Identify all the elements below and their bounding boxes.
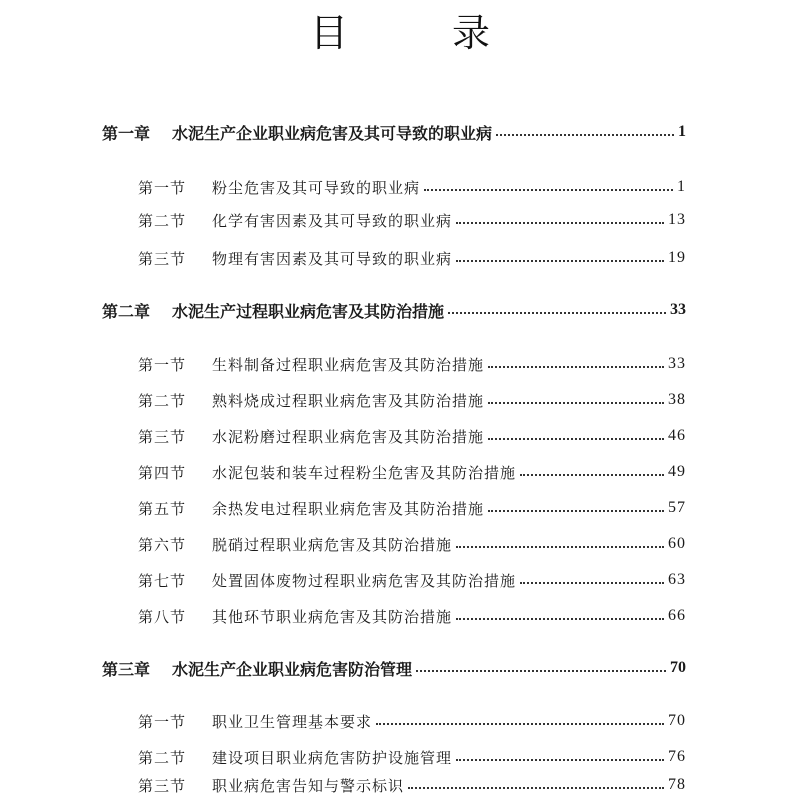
- section-number: 第六节: [138, 535, 187, 554]
- section-number: 第七节: [138, 571, 187, 590]
- dot-leader: [488, 508, 664, 512]
- section-title: 水泥包装和装车过程粉尘危害及其防治措施: [212, 463, 517, 482]
- toc-section-entry: [0, 246, 800, 270]
- page-number: 13: [668, 211, 686, 228]
- section-number: 第三节: [138, 249, 187, 268]
- page-number: 60: [668, 535, 686, 552]
- dot-leader: [416, 668, 666, 672]
- toc-section-entry: [0, 424, 800, 448]
- section-number: 第一节: [138, 178, 187, 197]
- page-number: 1: [677, 178, 686, 195]
- section-title: 处置固体废物过程职业病危害及其防治措施: [212, 571, 517, 590]
- page-number: 38: [668, 391, 686, 408]
- toc-section-entry: [0, 352, 800, 376]
- section-title: 建设项目职业病危害防护设施管理: [212, 748, 453, 767]
- page-number: 57: [668, 499, 686, 516]
- section-title: 职业病危害告知与警示标识: [212, 776, 405, 795]
- toc-section-entry: [0, 745, 800, 769]
- toc-section-entry: [0, 208, 800, 232]
- section-number: 第一节: [138, 355, 187, 374]
- page-number: 70: [670, 659, 686, 676]
- dot-leader: [488, 400, 664, 404]
- dot-leader: [448, 310, 666, 314]
- section-number: 第三节: [138, 776, 187, 795]
- toc-section-entry: [0, 709, 800, 733]
- page-title: 目 录: [309, 11, 537, 55]
- toc-section-entry: [0, 568, 800, 592]
- chapter-number: 第二章: [102, 301, 151, 321]
- section-number: 第二节: [138, 211, 187, 230]
- toc-chapter-entry: [0, 120, 800, 144]
- toc-section-entry: [0, 496, 800, 520]
- toc-section-entry: [0, 175, 800, 199]
- section-number: 第八节: [138, 607, 187, 626]
- section-title: 熟料烧成过程职业病危害及其防治措施: [212, 391, 485, 410]
- section-title: 其他环节职业病危害及其防治措施: [212, 607, 453, 626]
- dot-leader: [456, 544, 664, 548]
- section-number: 第一节: [138, 712, 187, 731]
- dot-leader: [456, 220, 664, 224]
- page-number: 19: [668, 249, 686, 266]
- chapter-title: 水泥生产企业职业病危害防治管理: [172, 659, 413, 679]
- toc-section-entry: [0, 388, 800, 412]
- dot-leader: [488, 436, 664, 440]
- toc-chapter-entry: [0, 656, 800, 680]
- page-number: 33: [668, 355, 686, 372]
- dot-leader: [456, 616, 664, 620]
- page-number: 76: [668, 748, 686, 765]
- section-number: 第三节: [138, 427, 187, 446]
- page-number: 66: [668, 607, 686, 624]
- section-title: 生料制备过程职业病危害及其防治措施: [212, 355, 485, 374]
- section-number: 第四节: [138, 463, 187, 482]
- toc-section-entry: [0, 460, 800, 484]
- section-title: 水泥粉磨过程职业病危害及其防治措施: [212, 427, 485, 446]
- dot-leader: [456, 258, 664, 262]
- chapter-number: 第一章: [102, 123, 151, 143]
- section-number: 第二节: [138, 391, 187, 410]
- section-title: 脱硝过程职业病危害及其防治措施: [212, 535, 453, 554]
- dot-leader: [408, 785, 664, 789]
- toc-section-entry: [0, 532, 800, 556]
- page-number: 1: [678, 123, 686, 140]
- section-number: 第二节: [138, 748, 187, 767]
- section-title: 余热发电过程职业病危害及其防治措施: [212, 499, 485, 518]
- section-number: 第五节: [138, 499, 187, 518]
- section-title: 物理有害因素及其可导致的职业病: [212, 249, 453, 268]
- dot-leader: [488, 364, 664, 368]
- section-title: 粉尘危害及其可导致的职业病: [212, 178, 421, 197]
- toc-chapter-entry: [0, 298, 800, 322]
- toc-section-entry: [0, 773, 800, 797]
- page-number: 70: [668, 712, 686, 729]
- dot-leader: [424, 187, 673, 191]
- dot-leader: [520, 580, 664, 584]
- dot-leader: [376, 721, 664, 725]
- section-title: 职业卫生管理基本要求: [212, 712, 373, 731]
- section-title: 化学有害因素及其可导致的职业病: [212, 211, 453, 230]
- dot-leader: [456, 757, 664, 761]
- toc-section-entry: [0, 604, 800, 628]
- page-number: 49: [668, 463, 686, 480]
- page-number: 63: [668, 571, 686, 588]
- dot-leader: [496, 132, 674, 136]
- chapter-title: 水泥生产企业职业病危害及其可导致的职业病: [172, 123, 493, 143]
- chapter-number: 第三章: [102, 659, 151, 679]
- chapter-title: 水泥生产过程职业病危害及其防治措施: [172, 301, 445, 321]
- page-number: 33: [670, 301, 686, 318]
- dot-leader: [520, 472, 664, 476]
- page-number: 46: [668, 427, 686, 444]
- page-number: 78: [668, 776, 686, 793]
